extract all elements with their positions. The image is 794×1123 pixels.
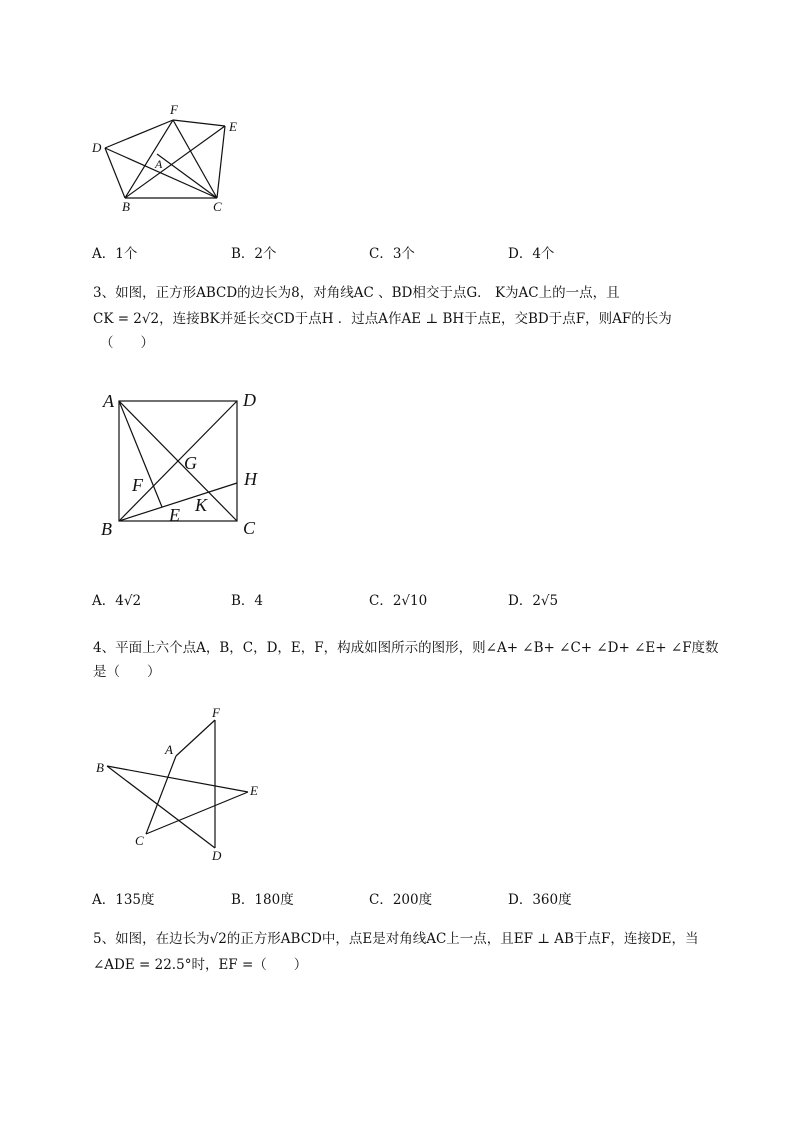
q5-stem-line-2: ∠ADE = 22.5°时，EF =（ ） — [93, 957, 308, 973]
figure-4-label-D: D — [212, 848, 222, 863]
q3-answer-blank: （ ） — [100, 335, 154, 351]
figure-3-label-H: H — [244, 469, 257, 489]
figure-4-label-B: B — [96, 760, 104, 775]
figure-4-label-E: E — [250, 783, 258, 798]
figure-1-lines — [105, 120, 225, 198]
figure-1-label-C: C — [213, 199, 222, 214]
q4-stem-line-2: 是（ ） — [93, 664, 161, 680]
figure-1-label-B: B — [122, 199, 130, 214]
figure-4-label-A: A — [165, 742, 173, 757]
q2-option-c[interactable]: C．3个 — [369, 246, 415, 262]
q2-option-b[interactable]: B．2个 — [231, 246, 277, 262]
figure-3-label-A: A — [103, 391, 114, 411]
figure-3-label-C: C — [243, 518, 256, 538]
figure-1-label-F: F — [170, 102, 178, 117]
q3-stem-line-1: 3、如图，正方形ABCD的边长为8，对角线AC 、BD相交于点G． K为AC上的一点，且 — [93, 285, 620, 301]
q3-stem-line-2: CK = 2√2，连接BK并延长交CD于点H ．过点A作AE ⊥ BH于点E，交BD于点F，则AF的长为 — [93, 311, 672, 327]
figure-3-label-K: K — [195, 495, 208, 515]
figure-1-label-E: E — [229, 119, 237, 134]
figure-3-label-G: G — [184, 453, 197, 473]
figure-3-label-D: D — [243, 390, 256, 410]
figure-4-label-F: F — [212, 705, 220, 720]
figure-1-label-A: A — [155, 157, 163, 171]
q4-option-b[interactable]: B．180度 — [231, 892, 294, 908]
figure-1 — [85, 98, 255, 218]
q4-option-c[interactable]: C．200度 — [369, 892, 433, 908]
q5-stem-line-1: 5、如图，在边长为√2的正方形ABCD中，点E是对角线AC上一点，且EF ⊥ AB于点F，连接DE，当 — [93, 931, 699, 947]
q2-option-a[interactable]: A．1个 — [92, 246, 138, 262]
figure-3-label-B: B — [101, 519, 112, 539]
q4-stem-line-1: 4、平面上六个点A，B，C，D，E，F，构成如图所示的图形，则∠A+ ∠B+ ∠C+ ∠D+ ∠E+ ∠F度数 — [93, 640, 719, 656]
q4-option-a[interactable]: A．135度 — [92, 892, 155, 908]
q3-option-c[interactable]: C．2√10 — [369, 593, 428, 609]
q2-option-d[interactable]: D．4个 — [508, 246, 555, 262]
figure-4-lines — [107, 720, 248, 848]
q3-option-a[interactable]: A．4√2 — [92, 593, 142, 609]
q4-option-d[interactable]: D．360度 — [508, 892, 572, 908]
figure-3-square — [98, 385, 278, 545]
figure-1-label-D: D — [92, 140, 102, 155]
figure-3-label-E: E — [169, 505, 180, 525]
figure-4-label-C: C — [135, 833, 144, 848]
figure-3-label-F: F — [132, 475, 143, 495]
figure-3-lines — [119, 401, 237, 521]
q3-option-d[interactable]: D．2√5 — [508, 593, 559, 609]
figure-4-star — [90, 700, 280, 870]
q3-option-b[interactable]: B．4 — [231, 593, 264, 609]
